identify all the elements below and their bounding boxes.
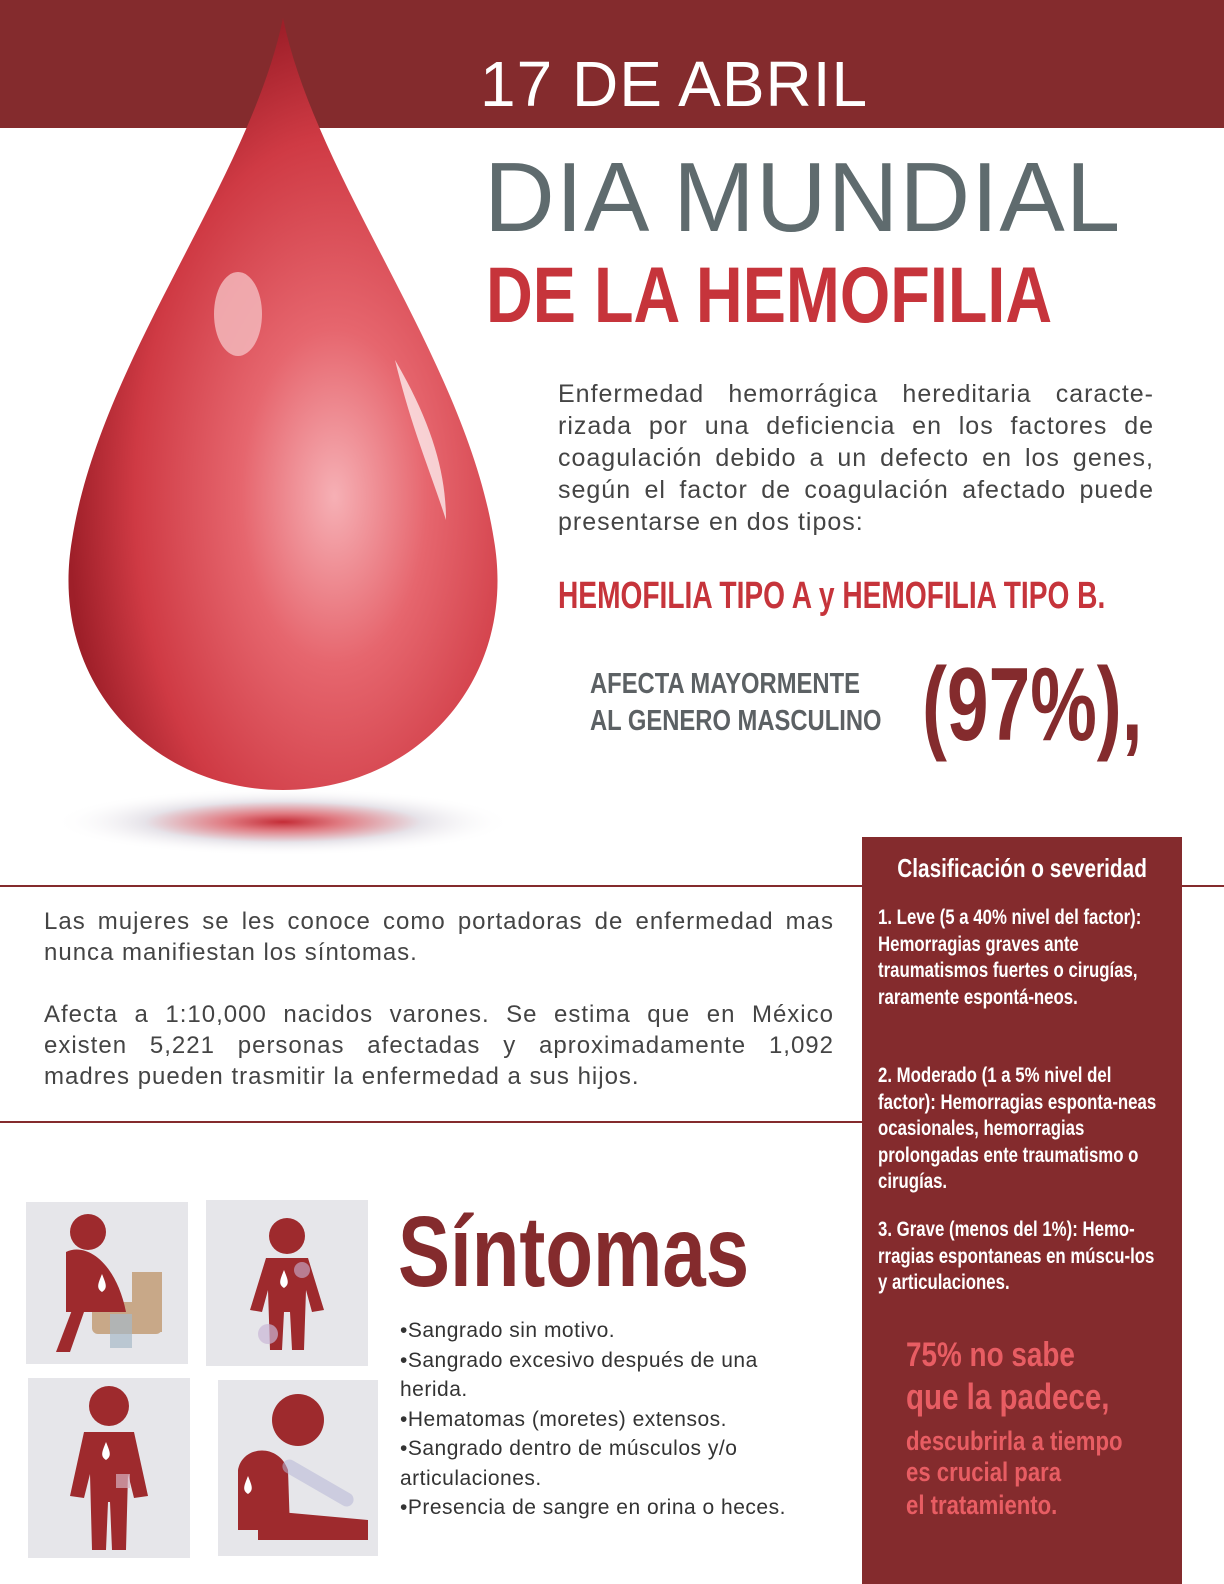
promo-line-2: que la padece, xyxy=(906,1376,1110,1417)
promo-line-5: el tratamiento. xyxy=(906,1490,1058,1520)
page-title: DIA MUNDIAL xyxy=(484,142,1122,252)
divider-bottom xyxy=(0,1121,862,1123)
severity-leve: 1. Leve (5 a 40% nivel del factor): Hemorragias graves ante traumatismos fuertes o cirugías, raramente espontá-neos. xyxy=(878,906,1142,1009)
promo-line-1: 75% no sabe xyxy=(906,1336,1075,1374)
severity-moderado: 2. Moderado (1 a 5% nivel del factor): Hemorragias esponta-neas ocasionales, hemorragias prolongadas ente traumatismo o cirugías. xyxy=(878,1064,1157,1193)
symptom-item: •Sangrado dentro de músculos y/o articulaciones. xyxy=(400,1437,738,1490)
symptoms-list xyxy=(400,1316,830,1523)
promo-line-4: es crucial para xyxy=(906,1457,1062,1487)
page-subtitle: DE LA HEMOFILIA xyxy=(486,250,1053,339)
bleeding-toilet-icon xyxy=(26,1202,188,1364)
abdominal-pain-icon xyxy=(28,1378,190,1558)
percent-figure: (97%), xyxy=(922,647,1143,763)
intro-paragraph: Enfermedad hemorrágica hereditaria caracte-rizada por una deficiencia en los factores de coagulación debido a un defecto en los genes, según el factor de coagulación afectado puede presentarse en dos tipos: xyxy=(558,380,1154,536)
blood-drop-icon xyxy=(0,0,560,860)
symptom-item: •Sangrado excesivo después de una herida. xyxy=(400,1348,758,1401)
symptom-item: •Hematomas (moretes) extensos. xyxy=(400,1407,727,1431)
stats-paragraph: Afecta a 1:10,000 nacidos varones. Se estima que en México existen 5,221 personas afectadas y aproximadamente 1,092 madres pueden trasmitir la enfermedad a sus hijos. xyxy=(44,1001,834,1090)
symptom-item: •Sangrado sin motivo. xyxy=(400,1319,616,1342)
classification-panel xyxy=(862,837,1182,1584)
severity-grave: 3. Grave (menos del 1%): Hemo-rragias espontaneas en múscu-los y articulaciones. xyxy=(878,1218,1155,1294)
afecta-label xyxy=(590,666,882,740)
date-heading: 17 DE ABRIL xyxy=(480,48,869,120)
symptoms-title: Síntomas xyxy=(398,1196,750,1308)
promo-line-3: descubrirla a tiempo xyxy=(906,1426,1123,1456)
joint-bleeding-icon xyxy=(218,1380,378,1556)
afecta-line-1: AFECTA MAYORMENTE xyxy=(590,668,860,700)
women-paragraph: Las mujeres se les conoce como portadoras de enfermedad mas nunca manifiestan los síntomas. xyxy=(44,908,834,966)
classification-title: Clasificación o severidad xyxy=(897,853,1147,883)
bruised-person-icon xyxy=(206,1200,368,1366)
types-heading: HEMOFILIA TIPO A y HEMOFILIA TIPO B. xyxy=(558,575,1106,617)
symptom-item: •Presencia de sangre en orina o heces. xyxy=(400,1496,786,1519)
afecta-line-2: AL GENERO MASCULINO xyxy=(590,705,882,737)
